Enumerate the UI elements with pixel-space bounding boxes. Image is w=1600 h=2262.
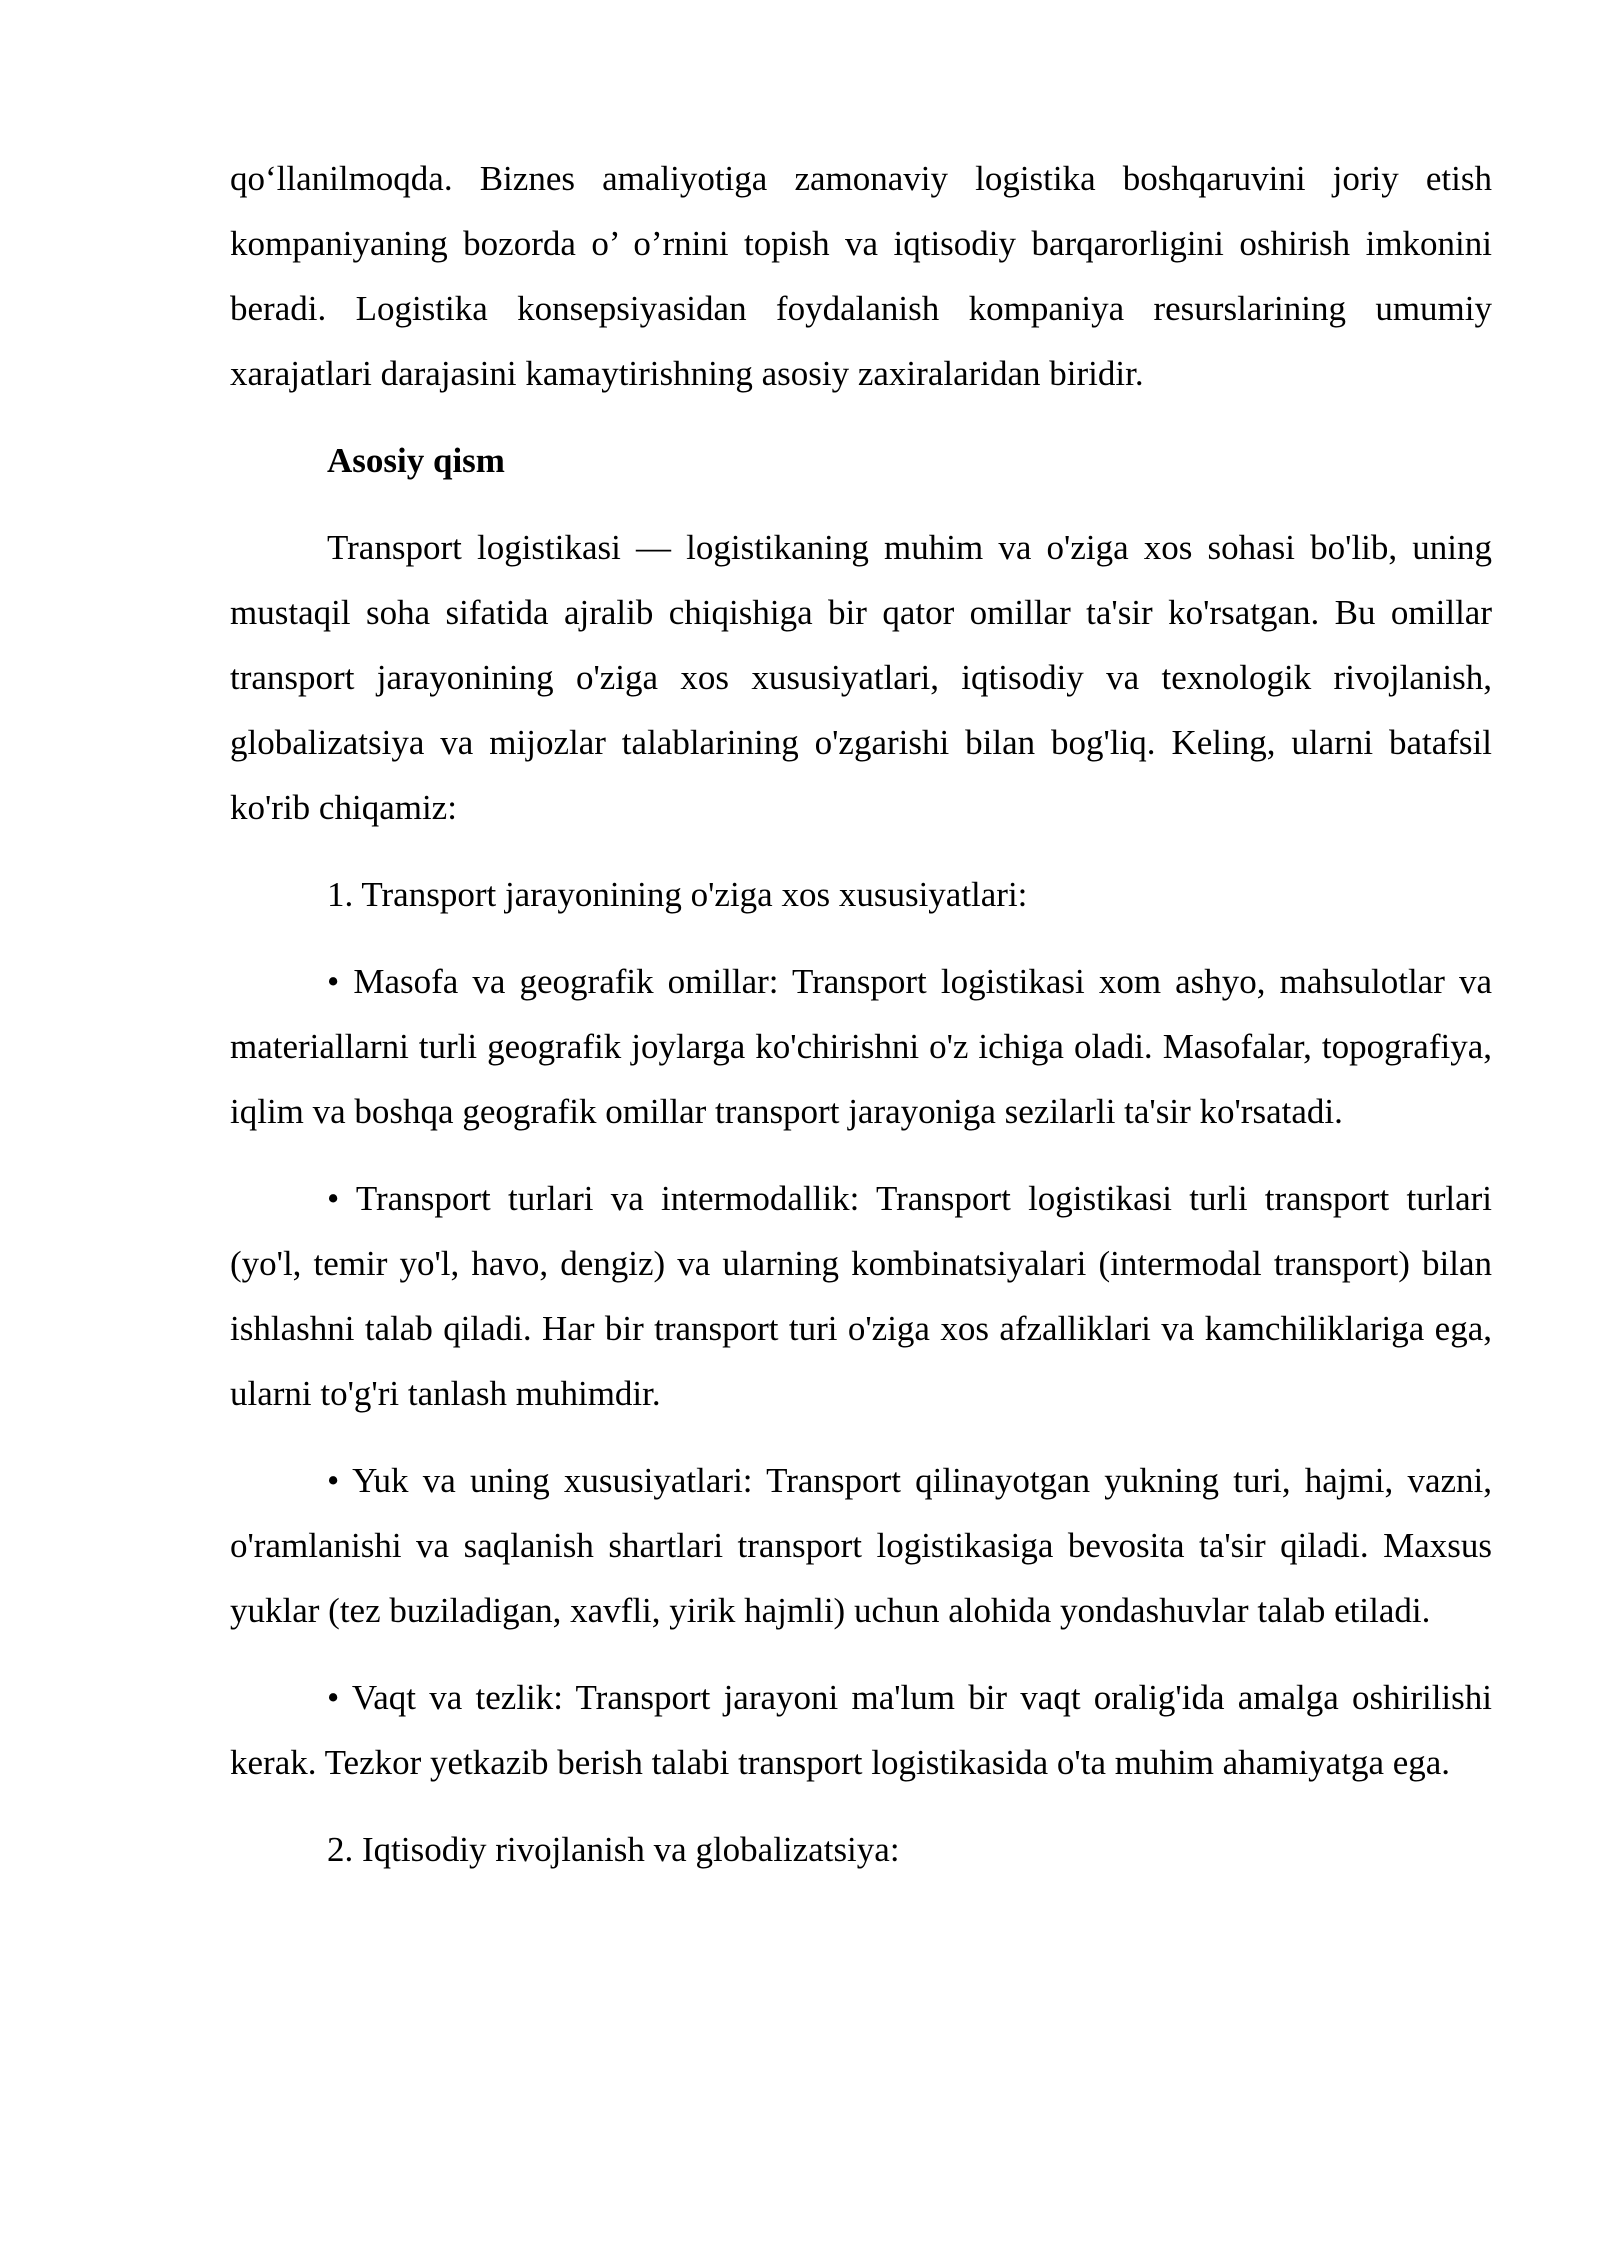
bullet-item: • Transport turlari va intermodallik: Transport logistikasi turli transport turlari (yo'l, temir yo'l, havo, dengiz) va ularning kombinatsiyalari (intermodal transport) bilan ishlashni talab qiladi. Har bir transport turi o'ziga xos afzalliklari va kamchiliklariga ega, ularni to'g'ri tanlash muhimdir. xyxy=(230,1179,1492,1413)
bullet-item: • Yuk va uning xususiyatlari: Transport qilinayotgan yukning turi, hajmi, vazni, o'ramlanishi va saqlanish shartlari transport logistikasiga bevosita ta'sir qiladi. Maxsus yuklar (tez buziladigan, xavfli, yirik hajmli) uchun alohida yondashuvlar talab etiladi. xyxy=(230,1461,1492,1630)
body-paragraph: Transport logistikasi — logistikaning muhim va o'ziga xos sohasi bo'lib, uning mustaqil soha sifatida ajralib chiqishiga bir qator omillar ta'sir ko'rsatgan. Bu omillar transport jarayonining o'ziga xos xususiyatlari, iqtisodiy va texnologik rivojlanish, globalizatsiya va mijozlar talablarining o'zgarishi bilan bog'liq. Keling, ularni batafsil ko'rib chiqamiz: xyxy=(230,528,1492,827)
section-heading: Asosiy qism xyxy=(327,441,505,480)
bullet-item: • Masofa va geografik omillar: Transport logistikasi xom ashyo, mahsulotlar va materiallarni turli geografik joylarga ko'chirishni o'z ichiga oladi. Masofalar, topografiya, iqlim va boshqa geografik omillar transport jarayoniga sezilarli ta'sir ko'rsatadi. xyxy=(230,962,1492,1131)
intro-paragraph: qo‘llanilmoqda. Biznes amaliyotiga zamonaviy logistika boshqaruvini joriy etish kompaniyaning bozorda o’ o’rnini topish va iqtisodiy barqarorligini oshirish imkonini beradi. Logistika konsepsiyasidan foydalanish kompaniya resurslarining umumiy xarajatlari darajasini kamaytirishning asosiy zaxiralaridan biridir. xyxy=(230,159,1492,393)
list-heading: 1. Transport jarayonining o'ziga xos xususiyatlari: xyxy=(327,875,1028,914)
bullet-item: • Vaqt va tezlik: Transport jarayoni ma'lum bir vaqt oralig'ida amalga oshirilishi kerak. Tezkor yetkazib berish talabi transport logistikasida o'ta muhim ahamiyatga ega. xyxy=(230,1678,1492,1782)
list-heading: 2. Iqtisodiy rivojlanish va globalizatsiya: xyxy=(327,1830,900,1869)
